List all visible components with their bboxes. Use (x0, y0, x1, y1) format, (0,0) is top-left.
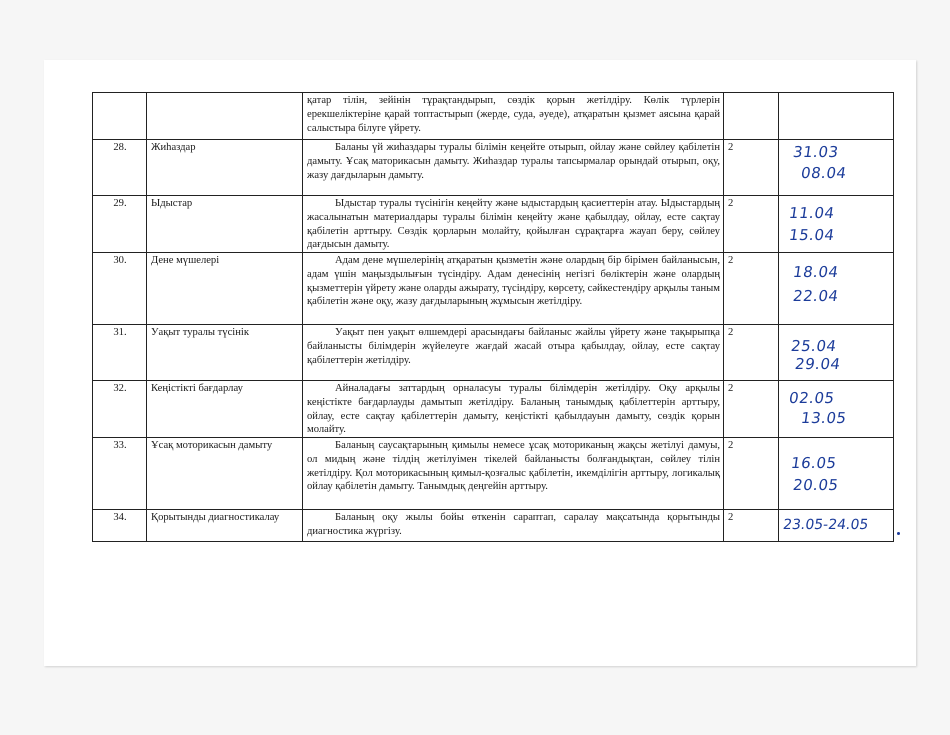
topic-cell (147, 93, 303, 140)
topic-cell: Дене мүшелері (147, 253, 303, 325)
row-number: 30. (93, 253, 147, 325)
topic-cell: Жиһаздар (147, 140, 303, 196)
topic-cell: Ыдыстар (147, 196, 303, 253)
description-text: Адам дене мүшелерінің атқаратын қызметін және олардың бір бірімен байланысын, адам үшін маңыздылығын түсіндіру. Адам денесінің негізгі бөліктерін және олардың қызметтерін үйрету және оларды ажырату, түсіндіру, көрсету, сәйкестендіру арқылы таным қабілетін және оқу, жазу дағдыларының жұмысын жетілдіру. (307, 255, 720, 308)
description-cell (303, 253, 724, 325)
table-row (93, 140, 894, 196)
handwritten-date: 25.04 (789, 337, 838, 356)
description-text: Айналадағы заттардың орналасуы туралы білімдерін жетілдіру. Оқу арқылы кеңістікте бағдарлауды дамытып жетілдіру. Баланың танымдық қабілеттерін арттыру, ойлау, есте сақтау қабілеттерін дамыту, кеңістікті қабылдауын дамыту, сөздік қорын молайту. (307, 383, 720, 436)
handwritten-date: 29.04 (793, 355, 842, 374)
row-number: 33. (93, 438, 147, 510)
handwritten-date: 16.05 (789, 454, 838, 473)
table-row (93, 93, 894, 140)
description-text: Баланың оқу жылы бойы өткенін сараптап, саралау мақсатында қорытынды диагностика жүргізу. (307, 512, 720, 537)
date-cell (779, 196, 894, 253)
topic-cell: Ұсақ моторикасын дамыту (147, 438, 303, 510)
row-number: 28. (93, 140, 147, 196)
description-cell (303, 325, 724, 381)
table-row (93, 381, 894, 438)
description-cell (303, 196, 724, 253)
table-row (93, 325, 894, 381)
row-number: 32. (93, 381, 147, 438)
ink-dot (897, 532, 900, 535)
hours-cell: 2 (724, 140, 779, 196)
lesson-plan-table (92, 92, 894, 542)
handwritten-date: 02.05 (787, 389, 836, 408)
description-text: қатар тілін, зейінін тұрақтандырып, сөздік қорын жетілдіру. Көлік түрлерін ерекшеліктеріне қарай топтастырып (жерде, суда, әуеде), атқаратын қызмет аясына қарай салыстыра білуге үйрету. (307, 95, 720, 134)
hours-cell: 2 (724, 438, 779, 510)
date-cell (779, 140, 894, 196)
description-cell (303, 140, 724, 196)
topic-cell: Қорытынды диагностикалау (147, 510, 303, 542)
date-cell (779, 325, 894, 381)
handwritten-date: 20.05 (791, 476, 840, 495)
hours-cell: 2 (724, 325, 779, 381)
hours-cell: 2 (724, 196, 779, 253)
handwritten-date: 31.03 (791, 143, 840, 161)
row-number: 29. (93, 196, 147, 253)
date-cell (779, 381, 894, 438)
date-cell (779, 93, 894, 140)
topic-cell: Кеңістікті бағдарлау (147, 381, 303, 438)
row-number: 34. (93, 510, 147, 542)
handwritten-date: 23.05-24.05 (781, 517, 870, 534)
date-cell (779, 253, 894, 325)
description-cell (303, 381, 724, 438)
description-cell (303, 93, 724, 140)
handwritten-date: 22.04 (791, 287, 840, 306)
date-cell (779, 510, 894, 542)
description-cell (303, 510, 724, 542)
handwritten-date: 11.04 (787, 204, 836, 222)
table-row (93, 438, 894, 510)
hours-cell: 2 (724, 510, 779, 542)
row-number: 31. (93, 325, 147, 381)
row-number (93, 93, 147, 140)
topic-cell: Уақыт туралы түсінік (147, 325, 303, 381)
hours-cell: 2 (724, 253, 779, 325)
handwritten-date: 13.05 (799, 409, 848, 428)
handwritten-date: 18.04 (791, 263, 840, 282)
description-cell (303, 438, 724, 510)
description-text: Уақыт пен уақыт өлшемдері арасындағы байланыс жайлы үйрету және тақырыпқа байланысты білімдерін жүйелеуге жағдай жасай отыра қабылдау, ойлау, есте сақтау қабілеттерін жетілдіру. (307, 327, 720, 366)
description-text: Баланы үй жиһаздары туралы білімін кеңейте отырып, ойлау және сөйлеу қабілетін дамыту. Ұсақ маторикасын дамыту. Жиһаздар туралы тапсырмалар орындай отырып, оқу, жазу дағдыларын дамыту. (307, 142, 720, 181)
date-cell (779, 438, 894, 510)
table-row (93, 510, 894, 542)
handwritten-date: 15.04 (787, 226, 836, 244)
handwritten-date: 08.04 (799, 164, 848, 182)
hours-cell (724, 93, 779, 140)
table-row (93, 196, 894, 253)
hours-cell: 2 (724, 381, 779, 438)
table-row (93, 253, 894, 325)
description-text: Баланың саусақтарының қимылы немесе ұсақ моториканың жақсы жетілуі дамуы, ол мидың және тілдің жетілуімен тікелей байланысты болғандықтан, сөйлеу тілін жетілдіру. Қол моторикасының қимыл-қозғалыс қабілетін, икемділігін арттыру, логикалық ойлау қабілетін дамыту. Танымдық деңгейін арттыру. (307, 440, 720, 493)
description-text: Ыдыстар туралы түсінігін кеңейту және ыдыстардың қасиеттерін атау. Ыдыстардың жасалынатын материалдары туралы білімін кеңейту және қабылдау, ойлау, есте сақтау қабілетін арттыру. Сөздік қорларын молайту, қойылған сұрақтарға жауап беру, сөйлеу дағдысын дамыту. (307, 198, 720, 251)
